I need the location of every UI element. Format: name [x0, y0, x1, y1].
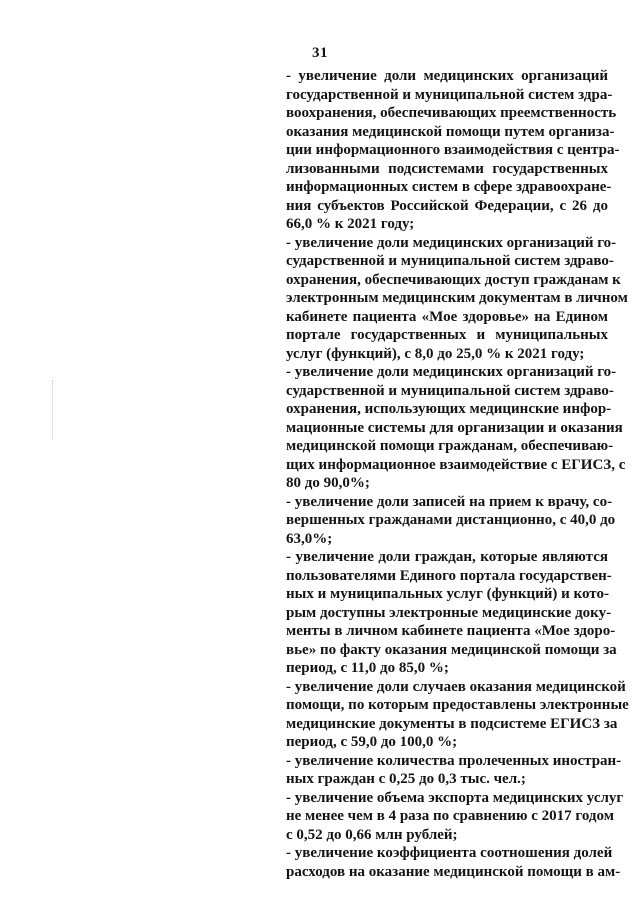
text-line: оказания медицинской помощи путем организа-: [286, 123, 615, 140]
text-line: ных и муниципальных услуг (функций) и кото-: [286, 586, 609, 602]
scan-artifact: [52, 380, 54, 440]
text-line: с 0,52 до 0,66 млн рублей;: [286, 826, 458, 843]
text-line: лизованными подсистемами государственных: [286, 160, 608, 177]
text-line: медицинской помощи гражданам, обеспечиваю-: [286, 438, 614, 454]
text-line: 66,0 % к 2021 году;: [286, 216, 415, 232]
text-line: - увеличение объема экспорта медицинских услуг: [286, 789, 624, 806]
text-line: сударственной и муниципальной систем здраво-: [286, 253, 614, 269]
text-line: - увеличение доли медицинских организаций го-: [286, 234, 617, 251]
document-body: [286, 67, 629, 881]
text-line: период, с 11,0 до 85,0 %;: [286, 660, 449, 676]
text-line: пользователями Единого портала государствен-: [286, 567, 612, 584]
text-line: государственной и муниципальной систем здра-: [286, 86, 613, 103]
text-line: 80 до 90,0%;: [286, 475, 370, 491]
text-line: - увеличение доли случаев оказания медицинской: [286, 678, 626, 695]
text-line: охранения, использующих медицинские инфор-: [286, 401, 612, 417]
list-item: [286, 67, 620, 234]
text-line: 63,0%;: [286, 530, 333, 547]
text-line: - увеличение доли записей на прием к врачу, со-: [286, 493, 613, 510]
text-line: - увеличение коэффициента соотношения долей: [286, 845, 613, 861]
text-line: вье» по факту оказания медицинской помощи за: [286, 641, 617, 658]
list-item: [286, 548, 617, 678]
list-item: [286, 844, 621, 881]
list-item: [286, 789, 624, 845]
text-line: помощи, по которым предоставлены электронные: [286, 697, 629, 713]
text-line: воохранения, обеспечивающих преемственность: [286, 105, 617, 121]
text-line: портале государственных и муниципальных: [286, 327, 608, 343]
text-line: расходов на оказание медицинской помощи в ам-: [286, 863, 621, 880]
text-line: щих информационное взаимодействие с ЕГИСЗ, с: [286, 456, 626, 473]
list-item: [286, 493, 616, 549]
text-line: менты в личном кабинете пациента «Мое здоро-: [286, 623, 616, 639]
text-line: не менее чем в 4 раза по сравнению с 2017 годом: [286, 808, 614, 824]
list-item: [286, 234, 628, 364]
text-line: - увеличение количества пролеченных иностран-: [286, 752, 622, 769]
text-line: ных граждан с 0,25 до 0,3 тыс. чел.;: [286, 771, 526, 787]
list-item: [286, 678, 629, 752]
text-line: электронным медицинским документам в личном: [286, 290, 628, 306]
text-line: ции информационного взаимодействия с центра-: [286, 142, 620, 158]
text-line: сударственной и муниципальной систем здраво-: [286, 382, 614, 399]
text-line: информационных систем в сфере здравоохране-: [286, 179, 612, 195]
text-line: - увеличение доли граждан, которые являются: [286, 549, 608, 565]
list-item: [286, 363, 626, 493]
text-line: ния субъектов Российской Федерации, с 26 до: [286, 197, 608, 214]
text-line: охранения, обеспечивающих доступ гражданам к: [286, 271, 621, 288]
list-item: [286, 752, 622, 789]
text-line: - увеличение доли медицинских организаций: [286, 68, 608, 84]
text-line: кабинете пациента «Мое здоровье» на Едином: [286, 308, 608, 325]
text-line: услуг (функций), с 8,0 до 25,0 % к 2021 году;: [286, 345, 585, 362]
page-number: 31: [312, 45, 328, 61]
text-line: - увеличение доли медицинских организаций го-: [286, 364, 617, 380]
text-line: медицинские документы в подсистеме ЕГИСЗ за: [286, 715, 618, 732]
text-line: вершенных гражданами дистанционно, с 40,0 до: [286, 512, 616, 528]
text-line: рым доступны электронные медицинские доку-: [286, 604, 612, 621]
text-line: мационные системы для организации и оказания: [286, 419, 623, 436]
text-line: период, с 59,0 до 100,0 %;: [286, 734, 458, 750]
